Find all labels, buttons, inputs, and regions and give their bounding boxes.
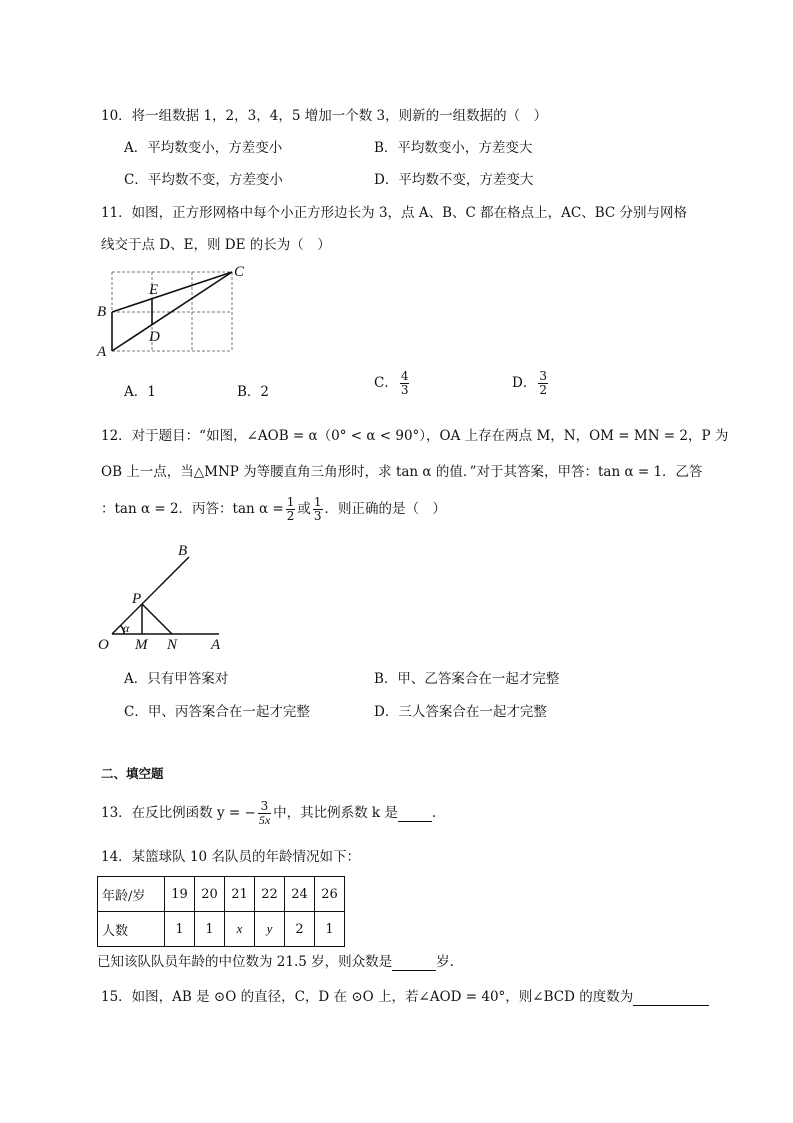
q12-frac1-den: 2 [286,509,295,524]
table-cell: 20 [195,877,225,912]
q11-option-d-fraction [538,370,548,397]
table-header-cell: 人数 [98,912,165,947]
q11-stem-line2: 线交于点 D、E，则 DE 的长为（ ） [101,237,331,253]
q13-suffix: 中，其比例系数 k 是 [273,805,398,822]
q10-option-a: A．平均数变小，方差变小 [124,140,283,156]
q11-grid-figure [94,262,254,362]
q13-frac-num: 3 [258,800,271,814]
q15-stem [101,985,709,1006]
q11-option-a: A．1 [124,384,156,400]
q11-option-c-den: 3 [400,383,409,398]
q12-line2: OB 上一点，当△MNP 为等腰直角三角形时，求 tan α 的值．”对于其答案，甲答：tan α = 1．乙答 [101,464,703,480]
table-cell: 2 [285,912,315,947]
q11-label-a: A [97,344,107,360]
q11-option-d-num: 3 [539,369,547,383]
q12-line1: 12．对于题目：“如图，∠AOB = α（0° < α < 90°），OA 上存在两点 M，N，OM = MN = 2，P 为 [101,428,729,444]
q12-label-alpha: α [123,621,130,635]
q11-option-b: B．2 [237,384,270,400]
q10-option-b: B．平均数变小，方差变大 [374,140,533,156]
q14-after-b: 岁. [436,954,454,970]
q10-option-c: C．平均数不变，方差变小 [124,172,283,188]
table-cell: 24 [285,877,315,912]
table-cell: y [255,912,285,947]
q13-answer-blank[interactable] [398,805,432,822]
q14-after [97,950,454,971]
q14-after-a: 已知该队队员年龄的中位数为 21.5 岁，则众数是 [97,954,393,970]
q14-answer-blank[interactable] [392,954,436,971]
q11-option-c [374,370,411,397]
table-cell: 21 [225,877,255,912]
q11-option-c-fraction [400,370,410,397]
q11-label-b: B [97,304,107,320]
age-table [97,876,345,947]
q11-stem-line1: 11．如图，正方形网格中每个小正方形边长为 3，点 A、B、C 都在格点上，AC、BC 分别与网格 [101,205,688,221]
table-row [98,912,345,947]
q10-stem: 10．将一组数据 1，2，3，4，5 增加一个数 3，则新的一组数据的（ ） [101,108,548,124]
q12-line3-or: 或 [297,501,311,518]
q12-label-b: B [178,543,188,559]
q13-stem [101,800,436,827]
table-cell: 26 [315,877,345,912]
q11-option-d-den: 2 [539,383,547,398]
q12-option-d: D．三人答案合在一起才完整 [374,704,547,720]
table-cell: 1 [165,912,195,947]
q12-line3-a: ：tan α = 2．丙答：tan α = [101,501,284,518]
q11-option-c-prefix: C． [374,375,398,392]
table-cell: x [225,912,255,947]
q11-label-c: C [234,264,245,280]
q13-fraction [258,800,271,827]
table-cell: 22 [255,877,285,912]
table-row [98,877,345,912]
q12-fraction-1 [286,496,296,523]
table-header-cell: 年龄/岁 [98,877,165,912]
q11-label-d: D [149,329,160,345]
q15-answer-blank[interactable] [633,989,709,1006]
q12-line3-b: ．则正确的是（ ） [324,501,447,518]
q11-label-e: E [149,282,159,298]
q13-frac-den: 5x [258,813,271,828]
q12-label-a: A [211,637,221,653]
q12-fraction-2 [313,496,323,523]
table-cell: 1 [315,912,345,947]
q13-prefix: 13．在反比例函数 y = − [101,805,256,822]
q11-option-c-num: 4 [400,369,409,383]
q10-option-d: D．平均数不变，方差变大 [374,172,534,188]
q12-option-b: B．甲、乙答案合在一起才完整 [374,671,560,687]
q12-option-c: C．甲、丙答案合在一起才完整 [124,704,310,720]
q12-label-o: O [98,637,109,653]
q12-label-p: P [132,591,142,607]
q12-label-n: N [167,637,178,653]
q12-line3 [101,496,446,523]
q12-frac1-num: 1 [286,495,295,509]
q15-stem-text: 15．如图，AB 是 ⊙O 的直径，C，D 在 ⊙O 上，若∠AOD = 40°，则∠BCD 的度数为 [101,989,634,1005]
q11-option-d-prefix: D． [512,375,537,392]
q12-frac2-num: 1 [313,495,322,509]
section-title: 二、填空题 [101,766,164,781]
q14-stem: 14．某篮球队 10 名队员的年龄情况如下： [101,849,360,865]
q12-frac2-den: 3 [313,509,322,524]
q12-angle-figure [94,540,234,655]
q12-label-m: M [135,637,148,653]
q13-end: . [431,805,437,822]
q11-option-d [512,370,550,397]
table-cell: 1 [195,912,225,947]
table-cell: 19 [165,877,195,912]
q12-option-a: A．只有甲答案对 [124,671,229,687]
